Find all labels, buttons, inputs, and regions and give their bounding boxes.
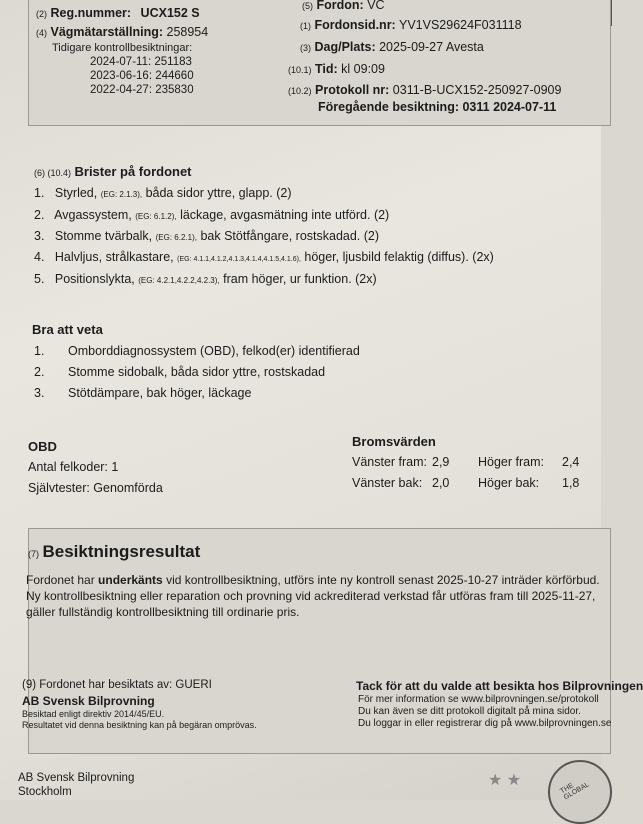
good-to-know-heading: Bra att veta <box>32 322 103 337</box>
brake-left-rear-value: 2,0 <box>432 476 450 490</box>
brake-right-front-label: Höger fram: <box>478 455 544 469</box>
obd-heading: OBD <box>28 439 57 454</box>
previous-inspection-1: 2024-07-11: 251183 <box>90 56 192 68</box>
brake-right-rear-label: Höger bak: <box>478 476 540 490</box>
good-to-know-item: 3. Stötdämpare, bak höger, läckage <box>34 386 252 400</box>
defects-heading: (6) (10.4) Brister på fordonet <box>34 164 192 179</box>
brake-values-heading: Bromsvärden <box>352 434 436 449</box>
brake-left-front-label: Vänster fram: <box>352 455 428 469</box>
result-line-2: Ny kontrollbesiktning eller reparation och provning vid ackrediterad verkstad får utföras fram till 2025-11-27, <box>26 589 596 603</box>
result-heading: (7) Besiktningsresultat <box>28 542 201 561</box>
footer-city: Stockholm <box>18 786 72 798</box>
previous-inspection-2: 2023-06-16: 244660 <box>90 70 194 82</box>
brake-right-front-value: 2,4 <box>562 455 580 469</box>
thanks-info-line: För mer information se www.bilprovningen.se/protokoll <box>358 694 599 705</box>
seal-text: THE GLOBAL <box>559 781 591 802</box>
protocol-number: (10.2) Protokoll nr: 0311-B-UCX152-250927-0909 <box>288 83 562 97</box>
brake-left-rear-label: Vänster bak: <box>352 476 423 490</box>
odometer: (4) Vägmätarställning: 258954 <box>36 25 209 39</box>
previous-inspection: Föregående besiktning: 0311 2024-07-11 <box>318 100 557 114</box>
footer-company: AB Svensk Bilprovning <box>18 772 135 784</box>
reg-number: (2) Reg.nummer: UCX152 S <box>36 6 200 20</box>
directive-note: Besiktad enligt direktiv 2014/45/EU. <box>22 709 165 719</box>
good-to-know-item: 1. Omborddiagnossystem (OBD), felkod(er) identifierad <box>34 344 360 358</box>
inspected-by: (9) Fordonet har besiktats av: GUERI <box>22 679 212 691</box>
vehicle: (5) Fordon: VC <box>302 0 385 12</box>
defect-item: 4. Halvljus, strålkastare, (EG: 4.1.1,4.1.2,4.1.3,4.1.4,4.1.5,4.1.6), höger, ljusbild felaktig (diffus). (2x) <box>34 250 494 264</box>
inspector-company: AB Svensk Bilprovning <box>22 694 155 708</box>
date-place: (3) Dag/Plats: 2025-09-27 Avesta <box>300 40 484 54</box>
thanks-login-line: Du loggar in eller registrerar dig på www.bilprovningen.se <box>358 718 612 729</box>
thanks-heading: Tack för att du valde att besikta hos Bilprovningen <box>356 679 643 693</box>
thanks-digital-line: Du kan även se ditt protokoll digitalt på mina sidor. <box>358 706 581 717</box>
review-note: Resultatet vid denna besiktning kan på begäran omprövas. <box>22 720 257 730</box>
obd-fault-codes: Antal felkoder: 1 <box>28 460 119 474</box>
star-icon: ★ ★ <box>488 772 522 789</box>
defect-item: 3. Stomme tvärbalk, (EG: 6.2.1), bak Stötfångare, rostskadad. (2) <box>34 229 380 243</box>
previous-inspection-3: 2022-04-27: 235830 <box>90 84 194 96</box>
brake-right-rear-value: 1,8 <box>562 476 580 490</box>
previous-inspections-label: Tidigare kontrollbesiktningar: <box>52 42 193 54</box>
time: (10.1) Tid: kl 09:09 <box>288 62 385 76</box>
defect-item: 2. Avgassystem, (EG: 6.1.2), läckage, avgasmätning inte utförd. (2) <box>34 208 390 222</box>
result-line-1: Fordonet har underkänts vid kontrollbesiktning, utförs inte ny kontroll senast 2025-10-27 inträder körförbud. <box>26 573 600 587</box>
defect-item: 1. Styrled, (EG: 2.1.3), båda sidor yttre, glapp. (2) <box>34 186 292 200</box>
brake-left-front-value: 2,9 <box>432 455 450 469</box>
obd-self-tests: Självtester: Genomförda <box>28 481 163 495</box>
result-line-3: gäller fullständig kontrollbesiktning till ordinarie pris. <box>26 605 300 619</box>
vehicle-id: (1) Fordonsid.nr: YV1VS29624F031118 <box>300 18 522 32</box>
good-to-know-item: 2. Stomme sidobalk, båda sidor yttre, rostskadad <box>34 365 326 379</box>
defect-item: 5. Positionslykta, (EG: 4.2.1,4.2.2,4.2.3), fram höger, ur funktion. (2x) <box>34 272 377 286</box>
